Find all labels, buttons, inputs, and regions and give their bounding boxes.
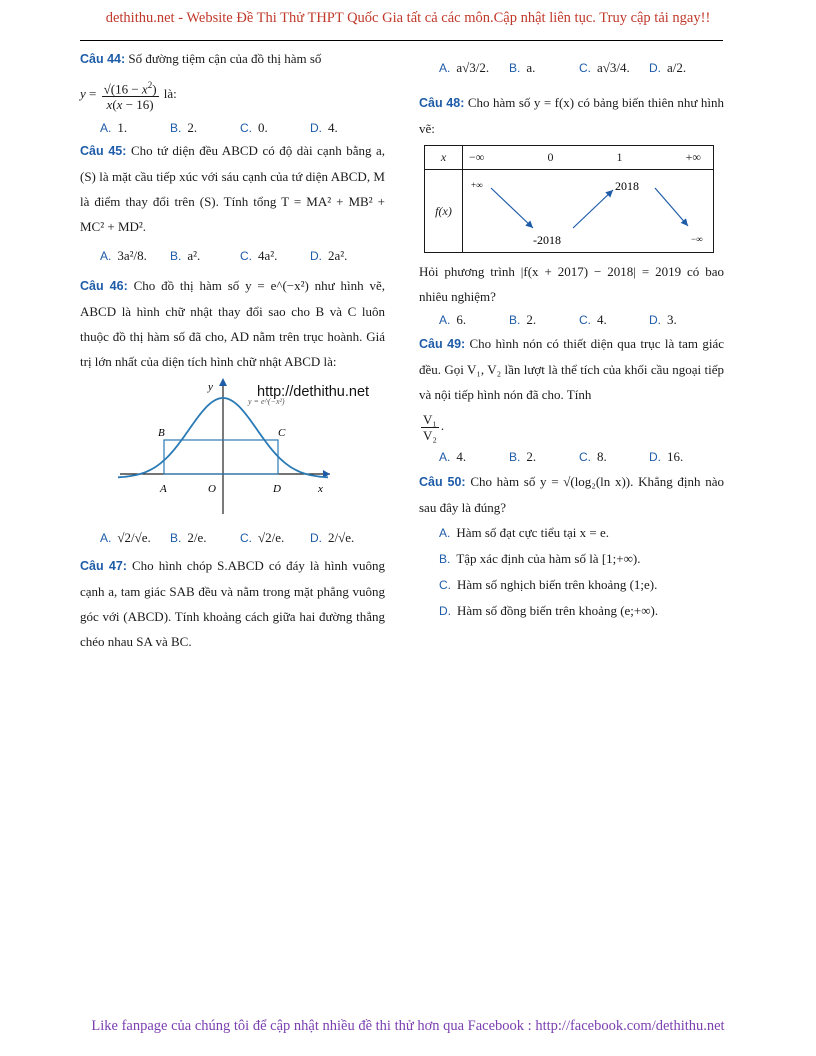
option-d[interactable]: D. 4. — [310, 120, 338, 135]
x-value: −∞ — [469, 150, 485, 164]
question-number: Câu 50: — [419, 475, 466, 489]
question-text: Cho đồ thị hàm số y = e^(−x²) như hình vẽ, ABCD là hình chữ nhật thay đổi sao cho B và C luôn thuộc đồ thị hàm số đã cho, AD nằm trên trục hoành. Giá trị lớn nhất của diện tích hình chữ nhật ABCD là: — [80, 278, 386, 369]
footer-banner[interactable]: Like fanpage của chúng tôi để cập nhật nhiều đề thi thử hơn qua Facebook : http://facebook.com/dethithu.net — [91, 1018, 725, 1034]
option-d[interactable]: D. Hàm số đồng biến trên khoảng (e;+∞). — [439, 603, 659, 618]
answer-options — [80, 239, 385, 273]
question-text: Số đường tiệm cận của đồ thị hàm số — [128, 51, 322, 66]
variation-arrows — [463, 170, 713, 248]
option-c[interactable]: C. 0. — [240, 120, 268, 135]
question-number: Câu 48: — [419, 96, 465, 110]
decrease-arrow-2 — [655, 188, 688, 226]
option-c[interactable]: C. 4. — [579, 312, 607, 327]
increase-arrow — [573, 190, 613, 228]
question-50 — [419, 469, 724, 624]
x-label: x — [318, 483, 323, 495]
option-b[interactable]: B. a². — [170, 248, 201, 263]
q47-answer-options — [419, 46, 724, 90]
right-column — [419, 46, 724, 624]
value-label: −∞ — [691, 234, 703, 244]
table-fx-label: f(x) — [435, 203, 452, 218]
option-c[interactable]: C. Hàm số nghịch biến trên khoảng (1;e). — [439, 577, 658, 592]
y-axis-arrow — [219, 378, 227, 386]
question-46 — [80, 273, 385, 553]
x-value: 0 — [547, 150, 554, 164]
y-label: y — [208, 381, 213, 393]
question-text: Cho hình nón có thiết diện qua trục là tam giác đều. Gọi V₁, V₂ lần lượt là thể tích của khối cầu ngoại tiếp và nội tiếp hình nón đã cho. Tính — [419, 336, 724, 402]
question-text: Cho tứ diện đều ABCD có độ dài cạnh bằng a, (S) là mặt cầu tiếp xúc với sáu cạnh của tứ diện ABCD, M là điểm thay đổi trên (S). Tính tổng T = MA² + MB² + MC² + MD². — [80, 143, 386, 234]
option-a[interactable]: A. 4. — [439, 449, 467, 464]
option-b[interactable]: B. a. — [509, 60, 536, 75]
answer-options — [419, 309, 724, 331]
option-c[interactable]: C. 4a². — [240, 248, 278, 263]
point-c-label: C — [278, 427, 286, 439]
rectangle-abcd — [164, 440, 278, 474]
question-number: Câu 47: — [80, 559, 127, 573]
value-label: -2018 — [533, 233, 561, 247]
left-column — [80, 46, 385, 654]
option-d[interactable]: D. 2/√e. — [310, 530, 355, 545]
option-a[interactable]: A. 3a²/8. — [100, 248, 147, 263]
function-fraction: $\frac{√(16 - x^2)}{x(x - 16)}$ — [103, 79, 157, 113]
question-47 — [80, 553, 385, 654]
option-a[interactable]: A. √2/√e. — [100, 530, 151, 545]
option-b[interactable]: B. 2. — [509, 449, 537, 464]
option-b[interactable]: B. 2/e. — [170, 530, 207, 545]
question-text: Cho hàm số y = f(x) có bảng biến thiên như hình vẽ: — [419, 95, 724, 136]
question-44: Câu 44: Số đường tiệm cận của đồ thị hàm số y = $\frac{√(16 - x^2)}{x(x - 16)}$ là: A. 1. B. 2. C. 0. D. 4. — [80, 46, 385, 140]
question-45 — [80, 138, 385, 273]
question-number: Câu 46: — [80, 279, 128, 293]
question-number: Câu 44: — [80, 52, 126, 66]
option-b[interactable]: B. 2. — [170, 120, 198, 135]
x-value: 1 — [616, 150, 623, 164]
option-c[interactable]: C. √2/e. — [240, 530, 285, 545]
question-text: Hỏi phương trình |f(x + 2017) − 2018| = 2019 có bao nhiêu nghiệm? — [419, 264, 724, 304]
value-label: +∞ — [471, 180, 483, 190]
answer-options — [80, 523, 385, 553]
option-d[interactable]: D. 2a². — [310, 248, 348, 263]
option-d[interactable]: D. 16. — [649, 449, 684, 464]
option-c[interactable]: C. 8. — [579, 449, 607, 464]
question-number: Câu 45: — [80, 144, 127, 158]
option-a[interactable]: A. Hàm số đạt cực tiểu tại x = e. — [439, 525, 609, 540]
header-rule — [80, 40, 723, 41]
option-a[interactable]: A. a√3/2. — [439, 60, 490, 75]
table-x-label: x — [440, 150, 447, 164]
question-49: Câu 49: Cho hình nón có thiết diện qua trục là tam giác đều. Gọi V₁, V₂ lần lượt là thể tích của khối cầu ngoại tiếp và nội tiếp hình nón đã cho. Tính $\frac{\text{V₁}}{\text{V₂}}$ . A. 4. B. 2. C. 8. D. 16. — [419, 331, 724, 469]
option-a[interactable]: A. 6. — [439, 312, 467, 327]
ratio-fraction: $\frac{\text{V₁}}{\text{V₂}}$ — [423, 411, 437, 443]
point-d-label: D — [273, 483, 281, 495]
variation-table — [424, 145, 714, 253]
x-value: +∞ — [685, 150, 701, 164]
question-number: Câu 49: — [419, 337, 466, 351]
answer-options — [419, 445, 724, 469]
function-label: y = e^(−x²) — [248, 397, 285, 406]
question-48 — [419, 90, 724, 331]
option-b[interactable]: B. 2. — [509, 312, 537, 327]
point-b-label: B — [158, 427, 165, 439]
header-banner: dethithu.net - Website Đề Thi Thử THPT Quốc Gia tất cả các môn.Cập nhật liên tục. Truy cập tải ngay!! — [105, 10, 711, 26]
option-d[interactable]: D. 3. — [649, 312, 677, 327]
answer-options — [80, 116, 385, 140]
option-b[interactable]: B. Tập xác định của hàm số là [1;+∞). — [439, 551, 641, 566]
value-label: 2018 — [615, 179, 639, 193]
origin-label: O — [208, 483, 216, 495]
option-a[interactable]: A. 1. — [100, 120, 128, 135]
question-tail: là: — [163, 86, 177, 101]
point-a-label: A — [160, 483, 167, 495]
option-d[interactable]: D. a/2. — [649, 60, 687, 75]
option-c[interactable]: C. a√3/4. — [579, 60, 630, 75]
question-text: Cho hàm số y = √(log₂(ln x)). Khẳng định nào sau đây là đúng? — [419, 474, 725, 515]
decrease-arrow-1 — [491, 188, 533, 228]
question-text: Cho hình chóp S.ABCD có đáy là hình vuông cạnh a, tam giác SAB đều và nằm trong mặt phẳng vuông góc với (ABCD). Tính khoảng cách giữa hai đường thẳng chéo nhau SA và BC. — [80, 558, 386, 649]
watermark-url[interactable]: http://dethithu.net — [257, 384, 370, 400]
